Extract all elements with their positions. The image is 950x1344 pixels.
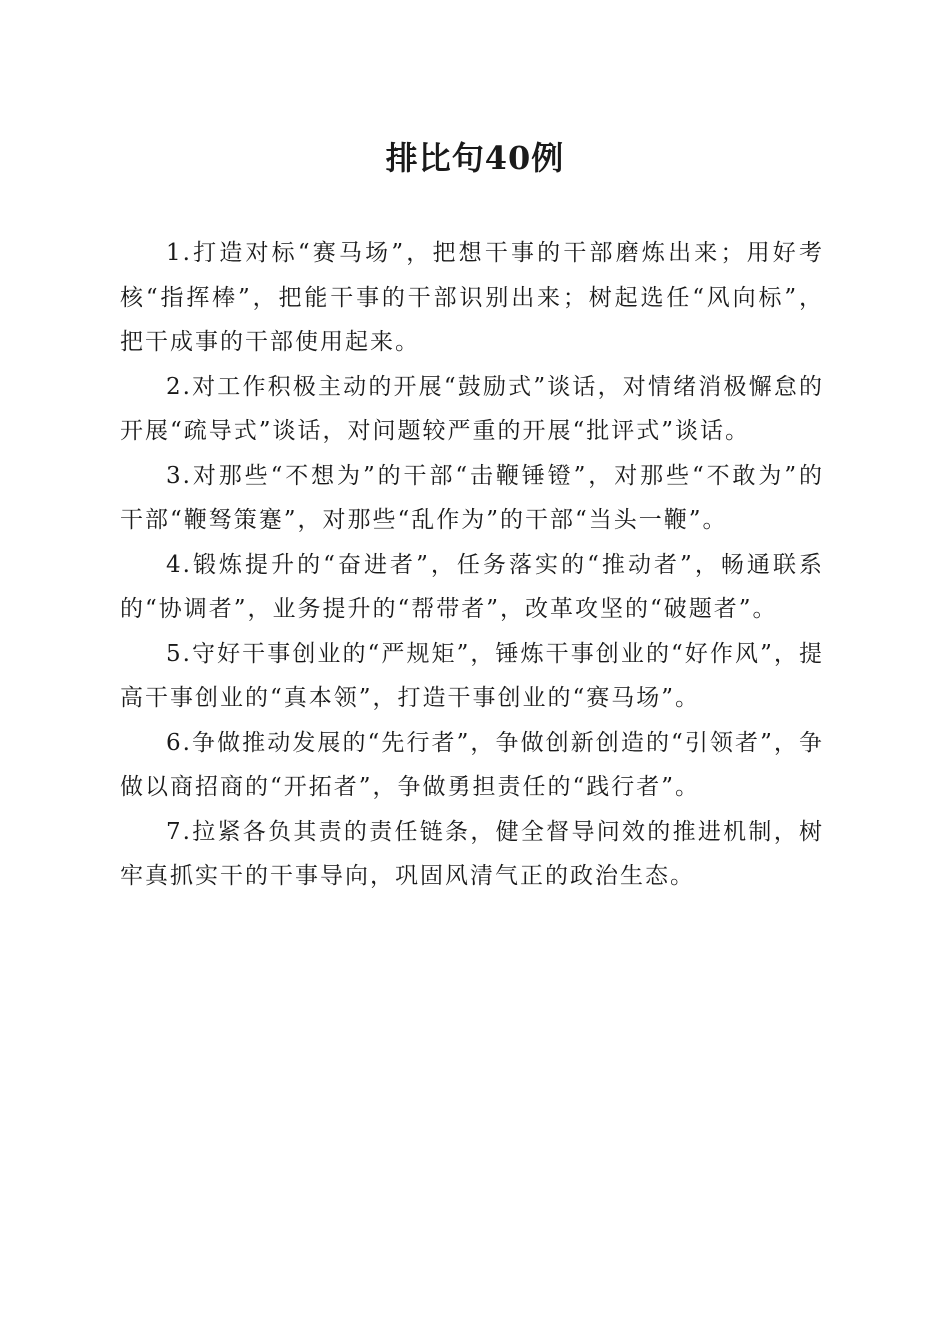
document-body	[120, 231, 824, 899]
paragraph-5: 5.守好干事创业的“严规矩”，锤炼干事创业的“好作风”，提高干事创业的“真本领”，打造干事创业的“赛马场”。	[120, 640, 824, 711]
paragraph-2: 2.对工作积极主动的开展“鼓励式”谈话，对情绪消极懈怠的开展“疏导式”谈话，对问题较严重的开展“批评式”谈话。	[120, 373, 824, 444]
paragraph-1: 1.打造对标“赛马场”，把想干事的干部磨炼出来；用好考核“指挥棒”，把能干事的干部识别出来；树起选任“风向标”，把干成事的干部使用起来。	[120, 240, 824, 355]
page-title: 排比句40例	[385, 139, 565, 177]
paragraph-4: 4.锻炼提升的“奋进者”，任务落实的“推动者”，畅通联系的“协调者”，业务提升的“帮带者”，改革攻坚的“破题者”。	[120, 551, 824, 622]
paragraph-7: 7.拉紧各负其责的责任链条，健全督导问效的推进机制，树牢真抓实干的干事导向，巩固风清气正的政治生态。	[120, 818, 824, 889]
paragraph-6: 6.争做推动发展的“先行者”，争做创新创造的“引领者”，争做以商招商的“开拓者”，争做勇担责任的“践行者”。	[120, 729, 824, 800]
paragraph-3: 3.对那些“不想为”的干部“击鞭锤镫”，对那些“不敢为”的干部“鞭驽策蹇”，对那些“乱作为”的干部“当头一鞭”。	[120, 462, 824, 533]
